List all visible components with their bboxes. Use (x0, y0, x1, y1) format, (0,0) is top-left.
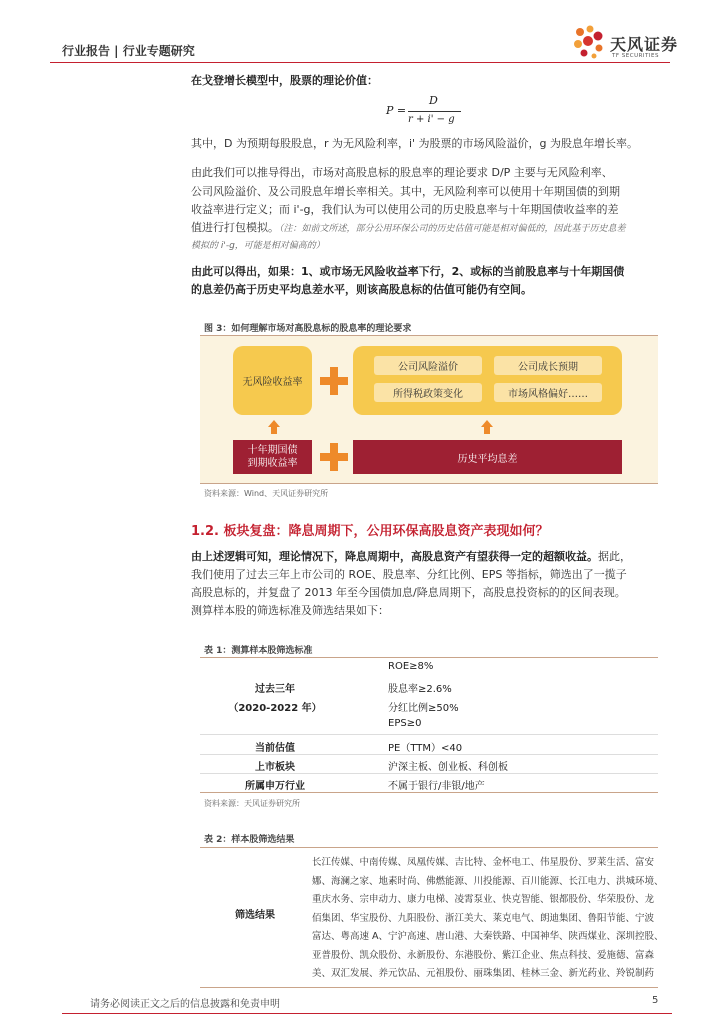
table1-source: 资料来源：天风证券研究所 (204, 799, 300, 808)
table1-industry-value: 不属于银行/非银/地产 (388, 781, 485, 792)
premium-item-4 (494, 383, 602, 402)
conclusion-line2: 的息差仍高于历史平均息差水平，则该高股息标的估值可能仍有空间。 (191, 283, 532, 296)
risk-free-rate-box (233, 346, 312, 415)
table1-industry-label: 所属申万行业 (245, 781, 305, 792)
header-section-label: 行业报告 | 行业专题研究 (62, 44, 195, 58)
table1-valuation-label: 当前估值 (255, 743, 295, 754)
historical-spread-box (353, 440, 622, 474)
table1-row-valuation (200, 736, 658, 755)
para1-line1: 由此我们可以推导得出，市场对高股息标的股息率的理论要求 D/P 主要与无风险利率、 (191, 166, 613, 179)
premium-item-4-label: 市场风格偏好…… (508, 389, 588, 400)
formula-denominator: r + i' − g (408, 114, 455, 125)
para1-note-cont: 模拟的 i'-g，可能是相对偏高的） (191, 241, 325, 251)
para1-note: （注：如前文所述，部分公用环保公司的历史估值可能是相对偏低的，因此基于历史息差 (279, 224, 626, 234)
gordon-heading: 在戈登增长模型中，股票的理论价值： (191, 74, 378, 87)
premium-item-2-label: 公司成长预期 (518, 362, 578, 373)
page-number: 5 (652, 995, 659, 1006)
plus-icon-top (320, 367, 348, 395)
historical-spread-label: 历史平均息差 (457, 453, 518, 465)
section-line3: 高股息标的，并复盘了 2013 年至今国债加息/降息周期下，高股息投资标的的区间表现。 (191, 586, 626, 599)
brand-name-en: TF SECURITIES (612, 53, 659, 59)
result-line-6: 亚普股份、凯众股份、永新股份、东港股份、紫江企业、焦点科技、爱施德、富森 (312, 949, 655, 961)
premium-item-1 (374, 356, 482, 375)
up-arrow-icon-left (268, 420, 280, 434)
criterion-payout-ratio: 分红比例≥50% (388, 703, 459, 714)
para1-line4 (191, 218, 626, 239)
table1-board-value: 沪深主板、创业板、科创板 (388, 762, 508, 773)
section-line1-bold: 由上述逻辑可知，理论情况下，降息周期中，高股息资产有望获得一定的超额收益。 (191, 550, 598, 563)
bond-yield-line1: 十年期国债 (247, 445, 298, 456)
tf-logo (570, 24, 610, 62)
table1-past3-years: （2020-2022 年） (228, 703, 322, 714)
table1-caption: 表 1：测算样本股筛选标准 (204, 646, 313, 656)
result-line-3: 重庆水务、宗申动力、康力电梯、凌霄泵业、快克智能、银都股份、华荣股份、龙 (312, 894, 655, 905)
header-rule (50, 62, 670, 63)
section-line2: 我们使用了过去三年上市公司的 ROE、股息率、分红比例、EPS 等指标，筛选出了一揽子 (191, 568, 627, 581)
footer-rule (62, 1013, 672, 1014)
section-line1 (191, 547, 631, 566)
table2-body (200, 848, 664, 987)
criterion-eps: EPS≥0 (388, 718, 422, 729)
formula-numerator: D (429, 94, 438, 107)
brand-name: 天风证券 (610, 35, 679, 54)
criterion-dividend-yield: 股息率≥2.6% (388, 684, 452, 695)
para1-line3: 收益率进行定义；而 i'-g，我们认为可以使用公司的历史股息率与十年期国债收益率的差 (191, 203, 619, 216)
table1-past3-block (200, 658, 658, 735)
table2-label: 筛选结果 (235, 910, 275, 921)
formula (386, 94, 486, 130)
table2-bottom-rule (200, 987, 658, 988)
table2-results (312, 854, 664, 984)
bond-yield-box (233, 440, 312, 474)
figure3-bottom-rule (200, 483, 658, 484)
flower-logo-icon (570, 24, 610, 62)
table1-past3-label: 过去三年 (255, 684, 295, 695)
plus-icon-bottom (320, 443, 348, 471)
para1-line2: 公司风险溢价、及公司股息年增长率相关。其中，无风险利率可以使用十年期国债的到期 (191, 185, 620, 198)
risk-free-rate-label: 无风险收益率 (242, 377, 303, 388)
table1-row-board (200, 755, 658, 774)
section-title: 1.2. 板块复盘：降息周期下，公用环保高股息资产表现如何？ (191, 524, 549, 539)
formula-lhs: P = (386, 104, 407, 117)
table1-row-industry (200, 774, 658, 793)
premium-item-3 (374, 383, 482, 402)
bond-yield-line2: 到期收益率 (247, 458, 298, 469)
premium-item-2 (494, 356, 602, 375)
result-line-7: 美、双汇发展、养元饮品、元祖股份、丽珠集团、桂林三金、新光药业、羚锐制药 (312, 968, 655, 979)
figure3-caption: 图 3：如何理解市场对高股息标的股息率的理论要求 (204, 324, 412, 334)
table1-board-label: 上市板块 (255, 762, 295, 773)
formula-definition: 其中，D 为预期每股股息，r 为无风险利率，i' 为股票的市场风险溢价，g 为股息年增长率。 (191, 137, 639, 150)
premium-item-1-label: 公司风险溢价 (398, 362, 458, 373)
para1-line4-text: 值进行打包模拟。 (191, 221, 279, 234)
table2-caption: 表 2：样本股筛选结果 (204, 835, 295, 845)
fraction-bar (408, 111, 461, 112)
result-line-5: 富达、粤高速 A、宁沪高速、唐山港、大秦铁路、中国神华、陕西煤业、深圳控股、 (312, 931, 664, 942)
figure3-source: 资料来源：Wind、天风证券研究所 (204, 489, 329, 498)
footer-disclaimer: 请务必阅读正文之后的信息披露和免责申明 (90, 999, 280, 1010)
table1-valuation-value: PE（TTM）<40 (388, 743, 463, 754)
result-line-2: 娜、海澜之家、地素时尚、佛燃能源、川投能源、百川能源、长江电力、洪城环境、 (312, 875, 664, 887)
conclusion-line1: 由此可以得出，如果：1、或市场无风险收益率下行，2、或标的当前股息率与十年期国债 (191, 265, 625, 278)
result-line-1: 长江传媒、中南传媒、凤凰传媒、吉比特、金杯电工、伟星股份、罗莱生活、富安 (312, 857, 655, 868)
premium-item-3-label: 所得税政策变化 (393, 389, 463, 400)
section-line4: 测算样本股的筛选标准及筛选结果如下： (191, 604, 389, 617)
criterion-roe: ROE≥8% (388, 661, 434, 672)
up-arrow-icon-right (481, 420, 493, 434)
section-line1-rest: 据此， (598, 550, 631, 563)
result-line-4: 佰集团、华宝股份、九阳股份、浙江美大、莱克电气、朗迪集团、鲁阳节能、宁波 (312, 912, 655, 924)
